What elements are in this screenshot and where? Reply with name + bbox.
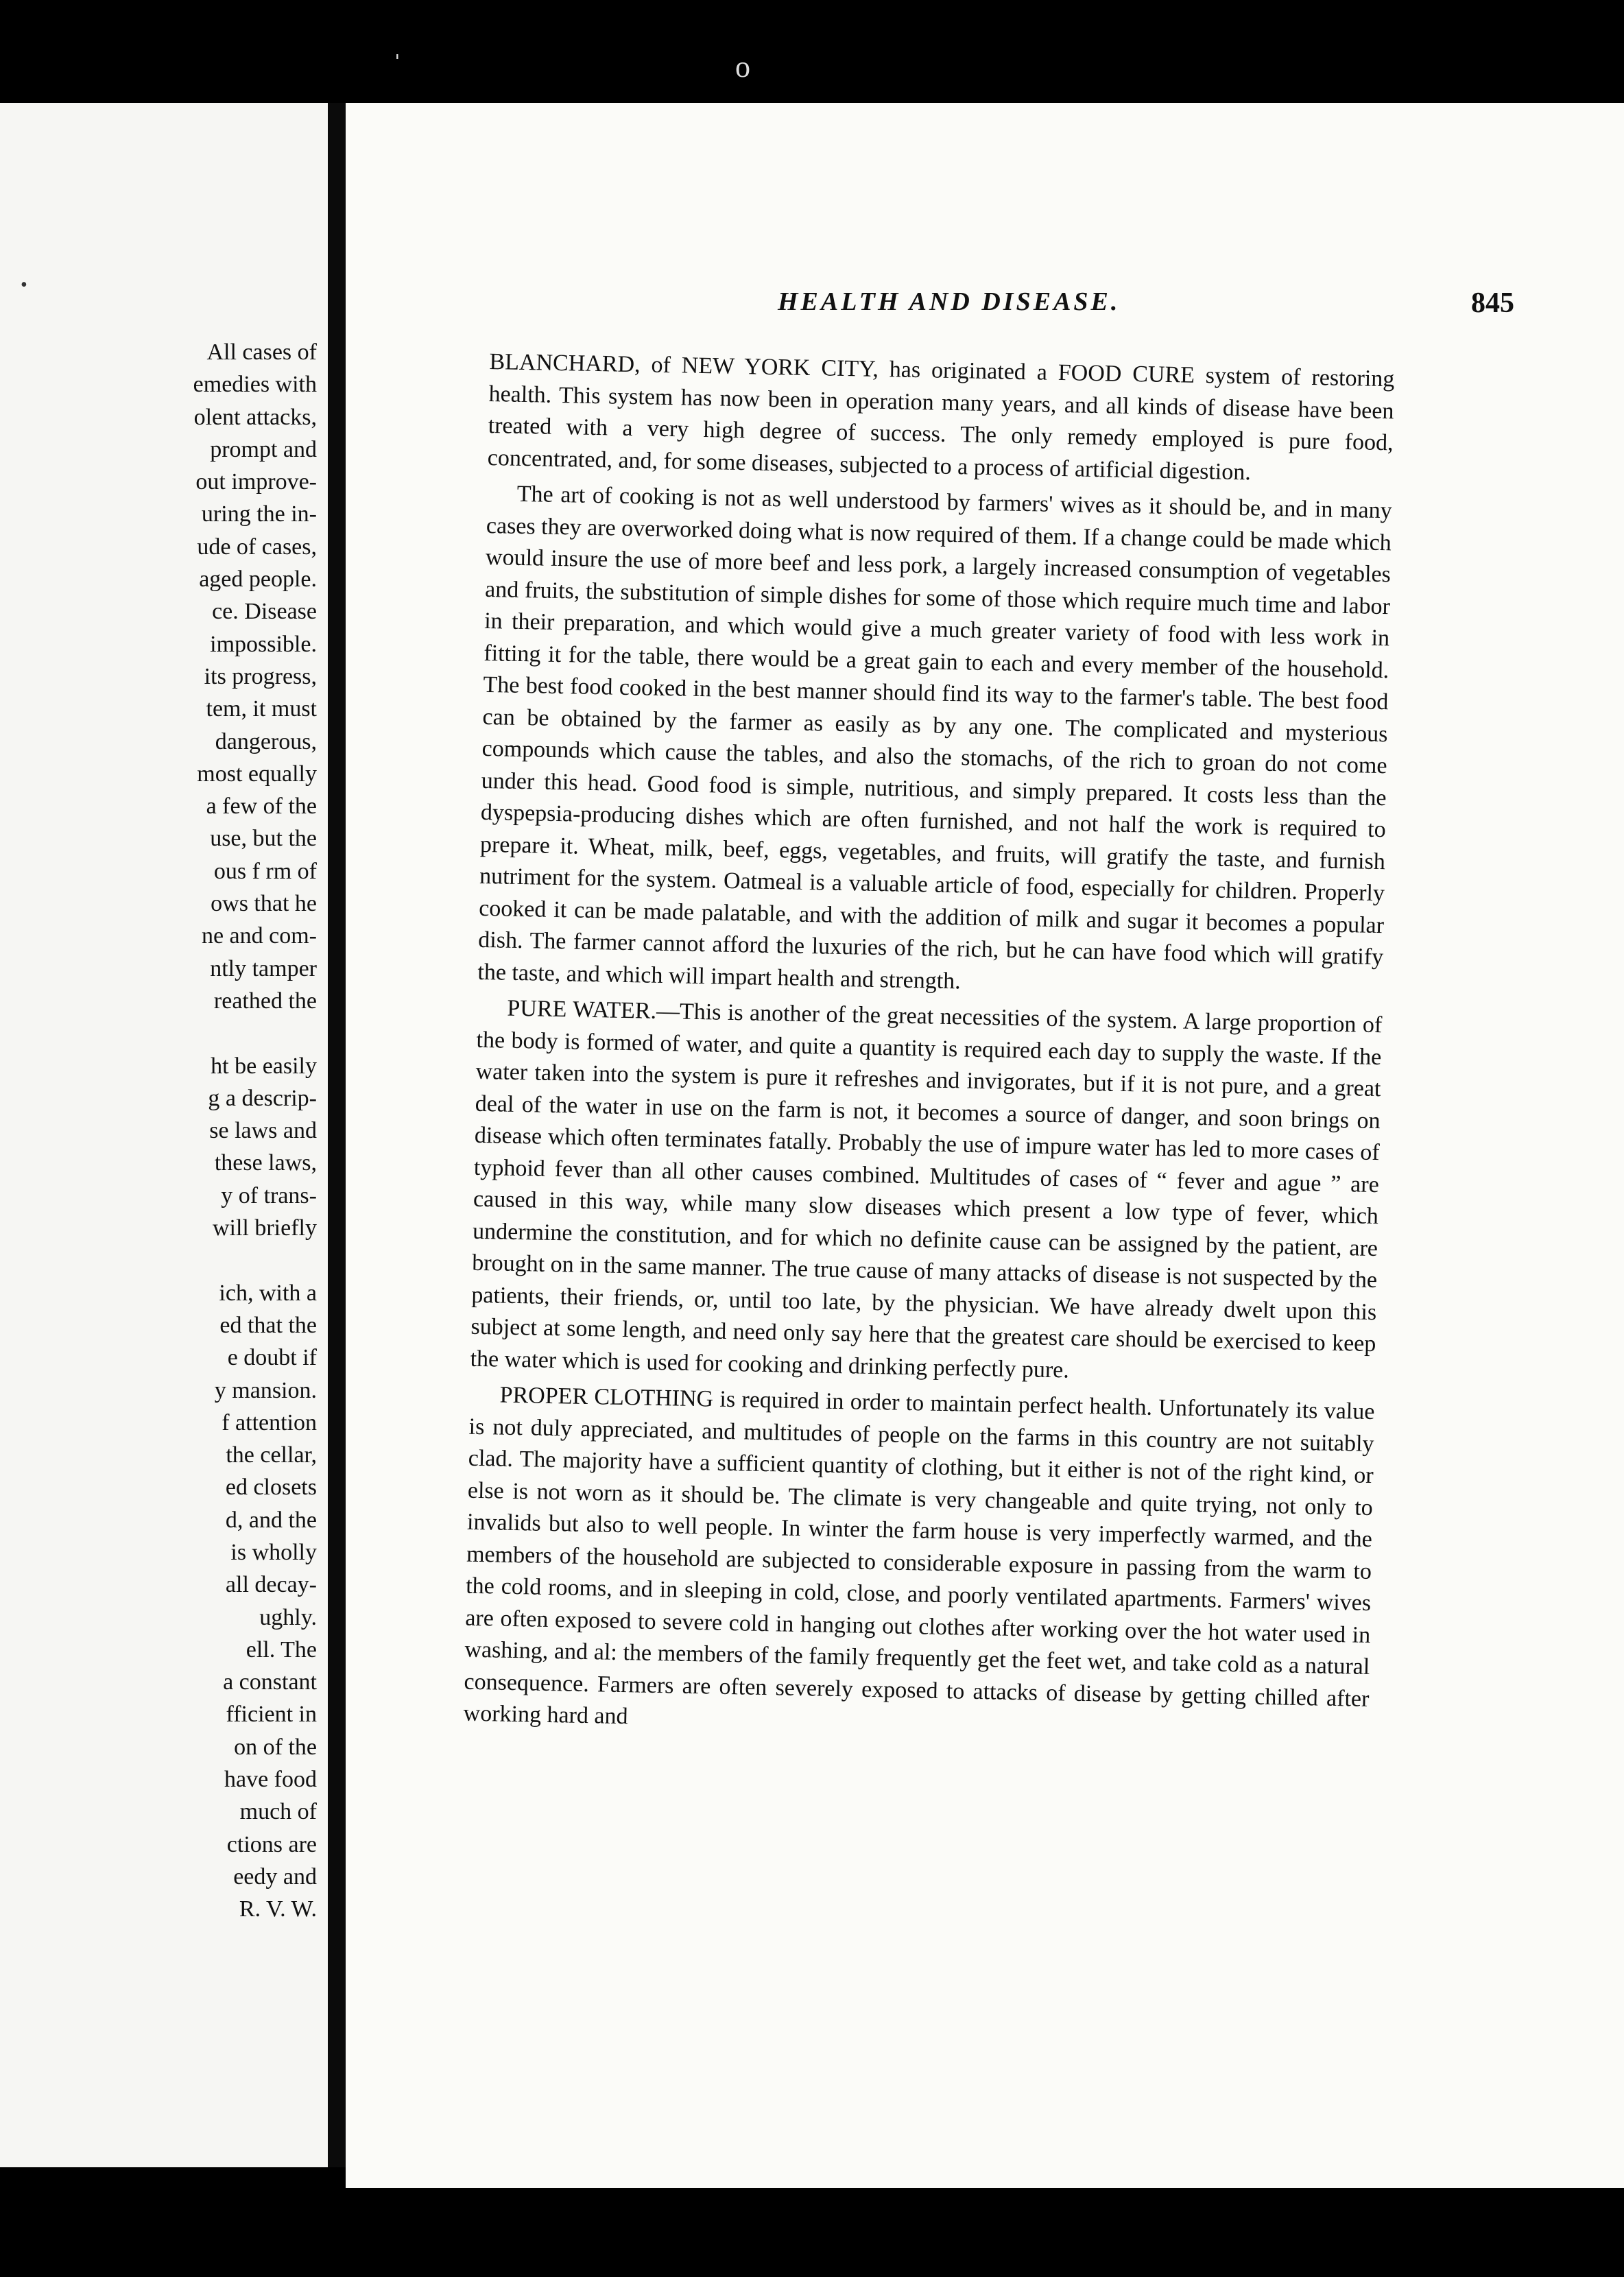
left-page-line: R. V. W. <box>239 1896 317 1922</box>
left-page <box>0 103 328 2167</box>
left-page-line: olent attacks, <box>193 404 317 430</box>
left-page-mark: • <box>21 274 27 296</box>
left-page-line: ce. Disease <box>212 599 317 625</box>
left-page-line: prompt and <box>210 436 317 462</box>
left-page-line: will briefly <box>212 1215 317 1241</box>
left-page-line: d, and the <box>225 1507 317 1533</box>
left-page-line: g a descrip- <box>208 1085 317 1111</box>
left-page-line: y of trans- <box>221 1182 317 1208</box>
left-page-line: tem, it must <box>206 696 317 722</box>
left-page-line: e doubt if <box>227 1345 317 1371</box>
paragraph-pure-water: PURE WATER.—This is another of the great necessities of the system. A large proportion of the body is formed of water, and quite a quantity is required each day to supply the waste. If the water taken into the system is pure it refreshes and invigorates, but if it is not pure, and a great deal of the water in use on the farm is not, it becomes a source of danger, and soon brings on disease which often terminates fatally. Probably the use of impure water has led to more cases of typhoid fever than all other causes combined. Multitudes of cases of “ fever and ague ” are caused in this way, while many slow diseases which present a low type of fever, which undermine the constitution, and for which no definite cause can be assigned by the patient, are brought on in the same manner. The true cause of many attacks of disease is not suspected by the patients, their friends, or, until too late, by the physician. We have already dwelt upon this subject at some length, and need only say here that the greatest care should be exercised to keep the water which is used for cooking and drinking perfectly pure. <box>470 995 1383 1383</box>
left-page-line <box>193 1244 317 1276</box>
left-page-line: ughly. <box>259 1604 317 1630</box>
left-page-line: on of the <box>234 1734 317 1760</box>
left-page-line: ctions are <box>226 1831 317 1857</box>
left-page-line: impossible. <box>210 631 317 657</box>
left-page-line: dangerous, <box>215 728 317 754</box>
left-page-line: ous f rm of <box>213 858 317 884</box>
paragraph-cooking: The art of cooking is not as well understood by farmers' wives as it should be, and in many cases they are overworked doing what is now required of them. If a change could be made which would insure the use of more beef and less pork, a largely increased consumption of vegetables and fruits, the substitution of simple dishes for some of those which require much time and labor in their preparation, and which would give a much greater variety of food with less work in fitting it for the table, there would be a great gain to each and every member of the household. The best food cooked in the best manner should find its way to the farmer's table. The best food can be obtained by the farmer as easily as by any one. The complicated and mysterious compounds which cause the tables, and also the stomachs, of the rich to groan do not come under this head. Good food is simple, nutritious, and simply prepared. It costs less than the dyspepsia-producing dishes which are often furnished, and not half the work is required to prepare it. Wheat, milk, beef, eggs, vegetables, and fruits, will gratify the taste, and furnish nutriment for the system. Oatmeal is a valuable article of food, especially for children. Properly cooked it can be made palatable, and with the addition of milk and sugar it becomes a popular dish. The farmer cannot afford the luxuries of the rich, but he can have food which will gratify the taste, and which will impart health and strength. <box>477 481 1392 994</box>
page-number: 845 <box>1471 287 1514 319</box>
left-page-line: ich, with a <box>219 1280 317 1306</box>
paragraph-proper-clothing: PROPER CLOTHING is required in order to maintain perfect health. Unfortunately its value is not duly appreciated, and multitudes of people on the farms in this country are not suitably clad. The majority have a sufficient quantity of clothing, but it either is not of the right kind, or else is not worn as it should be. The climate is very changeable and quite trying, not only to invalids but also to well people. In winter the farm house is very imperfectly warmed, and the members of the household are subjected to considerable exposure in passing from the warm to the cold rooms, and in sleeping in cold, close, and poorly ventilated apartments. Farmers' wives are often exposed to severe cold in hanging out clothes after working over the hot water used in washing, and al: the members of the family frequently get the feet wet, and take cold as a natural consequence. Farmers are often severely exposed to attacks of disease by getting chilled after working hard and <box>463 1382 1375 1730</box>
running-head: HEALTH AND DISEASE. <box>778 287 1121 316</box>
left-page-line: is wholly <box>230 1539 317 1565</box>
left-page-line: ows that he <box>211 891 317 917</box>
left-page-line: much of <box>239 1799 317 1825</box>
left-page-line: ntly tamper <box>210 955 317 981</box>
left-page-line: ed that the <box>219 1312 317 1338</box>
scan-mark: ˈ <box>392 49 403 82</box>
left-page-line: f attention <box>222 1409 317 1435</box>
left-page-line: uring the in- <box>201 501 317 527</box>
scan-mark-circle: o <box>735 50 750 84</box>
left-page-line: these laws, <box>214 1150 317 1176</box>
left-page-line: aged people. <box>199 567 317 593</box>
paragraph-blanchard: BLANCHARD, of NEW YORK CITY, has originated a FOOD CURE system of restoring health. This system has now been in operation many years, and all kinds of disease have been treated with a very high degree of success. The only remedy employed is pure food, concentrated, and, for some diseases, subjected to a process of artificial digestion. <box>487 348 1395 485</box>
left-page-line: ne and com- <box>201 923 317 949</box>
left-page-text <box>193 336 317 1926</box>
left-page-line: reathed the <box>213 988 317 1014</box>
left-page-line: most equally <box>197 761 317 787</box>
left-page-line: ed closets <box>225 1475 317 1501</box>
left-page-line: ht be easily <box>211 1053 317 1079</box>
left-page-line <box>193 1017 317 1049</box>
right-page <box>346 103 1624 2188</box>
left-page-line: emedies with <box>193 372 317 398</box>
book-spine <box>328 103 346 2167</box>
left-page-line: have food <box>224 1767 317 1793</box>
left-page-line: ell. The <box>246 1636 317 1662</box>
left-page-line: out improve- <box>195 469 317 495</box>
left-page-line: eedy and <box>233 1863 317 1889</box>
left-page-line: se laws and <box>209 1118 317 1144</box>
left-page-line: all decay- <box>225 1572 317 1598</box>
left-page-line: a constant <box>223 1669 317 1695</box>
left-page-line: the cellar, <box>226 1442 317 1468</box>
left-page-line: ude of cases, <box>197 534 317 560</box>
left-page-line: fficient in <box>226 1702 317 1728</box>
left-page-line: y mansion. <box>214 1377 317 1403</box>
left-page-line: use, but the <box>210 826 317 852</box>
left-page-line: All cases of <box>206 339 317 365</box>
body-text <box>463 346 1395 1751</box>
page-header <box>778 287 1514 328</box>
left-page-line: a few of the <box>206 794 317 820</box>
left-page-line: its progress, <box>204 663 317 689</box>
